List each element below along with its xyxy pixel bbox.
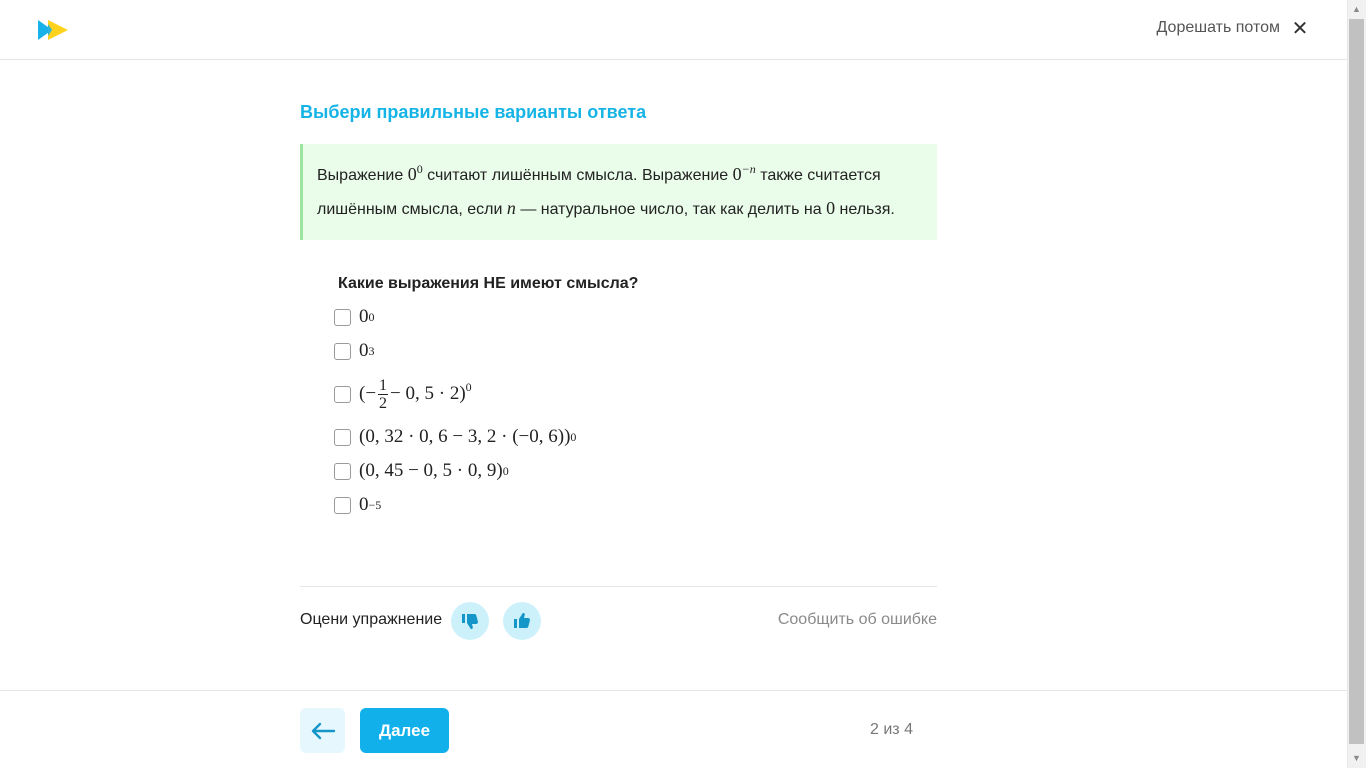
hint-math: $0^{-n}$ bbox=[732, 162, 756, 184]
answer-option[interactable] bbox=[334, 488, 937, 522]
back-button[interactable] bbox=[300, 708, 345, 753]
answer-expression: 0 −5 bbox=[359, 494, 382, 515]
task-title: Выбери правильные варианты ответа bbox=[300, 102, 647, 122]
scrollbar[interactable] bbox=[1347, 0, 1366, 768]
thumbs-up-icon bbox=[512, 611, 532, 631]
hint-math: $0^0$ bbox=[407, 162, 423, 184]
thumbs-down-icon bbox=[460, 611, 480, 631]
hint-box bbox=[300, 144, 937, 240]
answer-expression: (0, 32 · 0, 6 − 3, 2 · (−0, 6)) 0 bbox=[359, 426, 577, 447]
report-error-link[interactable]: Сообщить об ошибке bbox=[777, 611, 937, 628]
answer-checkbox[interactable] bbox=[334, 463, 351, 480]
close-icon[interactable]: ✕ bbox=[1291, 18, 1309, 40]
scrollbar-thumb[interactable] bbox=[1349, 19, 1364, 744]
question-text: Какие выражения НЕ имеют смысла? bbox=[338, 275, 639, 292]
answer-option[interactable] bbox=[334, 334, 937, 368]
answer-options bbox=[334, 300, 937, 522]
hint-text: — натуральное число, так как делить на bbox=[515, 201, 827, 218]
answer-checkbox[interactable] bbox=[334, 429, 351, 446]
answer-expression: (0, 45 − 0, 5 · 0, 9) 0 bbox=[359, 460, 509, 481]
answer-option[interactable] bbox=[334, 420, 937, 454]
answer-checkbox[interactable] bbox=[334, 309, 351, 326]
exercise-content bbox=[300, 100, 937, 522]
progress-indicator: 2 из 4 bbox=[870, 721, 913, 738]
dislike-button[interactable] bbox=[451, 602, 489, 640]
hint-math: n bbox=[506, 198, 516, 218]
divider bbox=[300, 586, 937, 587]
like-button[interactable] bbox=[503, 602, 541, 640]
rate-exercise-label: Оцени упражнение bbox=[300, 611, 443, 628]
answer-checkbox[interactable] bbox=[334, 386, 351, 403]
hint-text: нельзя. bbox=[835, 201, 895, 218]
answer-expression: 0 0 bbox=[359, 306, 375, 327]
answer-checkbox[interactable] bbox=[334, 497, 351, 514]
fraction: $\frac{1}{2}$ bbox=[379, 376, 388, 412]
next-button[interactable]: Далее bbox=[360, 708, 449, 753]
hint-text: также считается лишённым смысла, если bbox=[317, 167, 881, 218]
answer-option[interactable] bbox=[334, 368, 937, 420]
hint-text: считают лишённым смысла. Выражение bbox=[422, 167, 733, 184]
answer-checkbox[interactable] bbox=[334, 343, 351, 360]
answer-expression: 0 3 bbox=[359, 340, 375, 361]
solve-later-link[interactable]: Дорешать потом bbox=[1156, 19, 1280, 36]
scroll-down-arrow-icon[interactable]: ▼ bbox=[1352, 753, 1361, 763]
answer-option[interactable] bbox=[334, 300, 937, 334]
top-bar bbox=[0, 0, 1347, 60]
scroll-up-arrow-icon[interactable]: ▲ bbox=[1352, 4, 1361, 14]
hint-text: Выражение bbox=[317, 167, 408, 184]
bottom-bar-divider bbox=[0, 690, 1347, 691]
hint-math: 0 bbox=[826, 198, 836, 218]
answer-expression: (− $\frac{1}{2}$ − 0, 5 · 2) 0 bbox=[359, 376, 472, 412]
arrow-left-icon bbox=[310, 721, 336, 741]
logo-icon[interactable] bbox=[38, 18, 70, 42]
answer-option[interactable] bbox=[334, 454, 937, 488]
